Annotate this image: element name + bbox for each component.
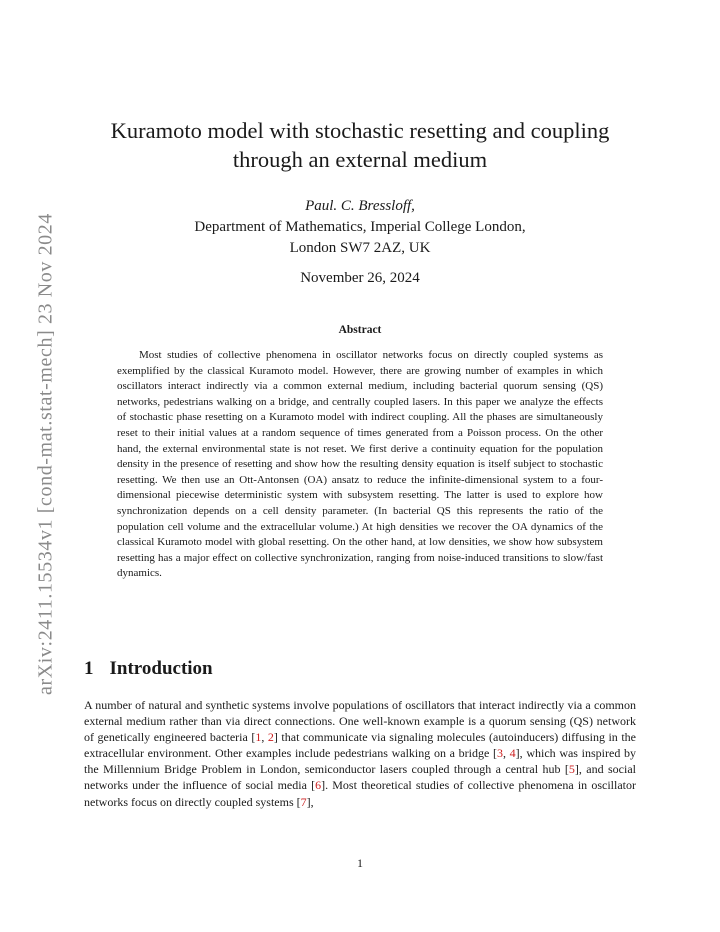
section-title: Introduction bbox=[109, 658, 213, 679]
citation-link-2[interactable]: 2 bbox=[267, 730, 274, 745]
intro-text-segment: ], which was inspired by the Millennium Bridge Problem in London, semiconductor lasers coupled through a central hub [ bbox=[84, 746, 636, 777]
page-number: 1 bbox=[357, 856, 363, 870]
abstract-heading: Abstract bbox=[338, 324, 382, 336]
intro-text-segment: ] that communicate via signaling molecules (autoinducers) diffusing in the extracellular environment. Other examples include pedestrians walking on a bridge [ bbox=[84, 730, 636, 761]
intro-text-segment: , bbox=[261, 730, 268, 745]
author-name: Paul. C. Bressloff, bbox=[305, 198, 415, 214]
paper-date: November 26, 2024 bbox=[300, 270, 420, 286]
intro-text bbox=[84, 697, 636, 810]
section-heading bbox=[84, 658, 213, 680]
intro-text-segment: A number of natural and synthetic systems involve populations of oscillators that interact indirectly via a common external medium rather than via direct connections. One well-known example is a quorum sensing (QS) network of genetically engineered bacteria [ bbox=[84, 698, 636, 745]
abstract-body bbox=[117, 348, 603, 582]
citation-link-1[interactable]: 1 bbox=[255, 730, 262, 745]
intro-text-segment: , bbox=[502, 746, 510, 761]
citation-link-3[interactable]: 3 bbox=[496, 746, 503, 761]
arxiv-identifier-stamp: arXiv:2411.15534v1 [cond-mat.stat-mech] 23 Nov 2024 bbox=[34, 213, 57, 695]
affiliation-line-2: London SW7 2AZ, UK bbox=[289, 240, 431, 256]
citation-link-5[interactable]: 5 bbox=[568, 762, 575, 777]
title-line-1: Kuramoto model with stochastic resetting and coupling bbox=[110, 118, 610, 143]
paper-title bbox=[0, 116, 720, 174]
citation-link-7[interactable]: 7 bbox=[300, 794, 307, 809]
intro-text-segment: ], bbox=[306, 794, 314, 809]
intro-text-segment: ]. Most theoretical studies of collective phenomena in oscillator networks focus on directly coupled systems [ bbox=[84, 778, 637, 809]
section-number: 1 bbox=[84, 658, 94, 679]
title-line-2: through an external medium bbox=[232, 147, 488, 172]
author-block bbox=[0, 196, 720, 259]
citation-link-6[interactable]: 6 bbox=[315, 778, 322, 793]
intro-text-segment: ], and social networks under the influence of social media [ bbox=[84, 762, 636, 793]
citation-link-4[interactable]: 4 bbox=[509, 746, 516, 761]
abstract-text: Most studies of collective phenomena in oscillator networks focus on directly coupled systems as exemplified by the classical Kuramoto model. However, there are growing number of examples in which oscillators interact indirectly via a common external medium, including bacterial quorum sensing (QS) networks, pedestrians walking on a bridge, and centrally coupled lasers. In this paper we analyze the effects of stochastic phase resetting on a Kuramoto model with indirect coupling. All the phases are simultaneously reset to their initial values at a random sequence of times generated from a Poisson process. On the other hand, the external environmental state is not reset. We first derive a continuity equation for the population density in the presence of resetting and show how the resulting density equation is itself subject to stochastic resetting. We then use an Ott-Antonsen (OA) ansatz to reduce the infinite-dimensional system to a four-dimensional piecewise deterministic system with subsystem resetting. The latter is used to explore how synchronization depends on a cell density parameter. (In bacterial QS this represents the ratio of the population cell volume and the extracellular volume.) At high densities we recover the OA dynamics of the classical Kuramoto model with global resetting. On the other hand, at low densities, we show how subsystem resetting has a major effect on collective synchronization, ranging from noise-induced transitions to slow/fast dynamics. bbox=[117, 349, 603, 580]
affiliation-line-1: Department of Mathematics, Imperial College London, bbox=[194, 219, 526, 235]
introduction-paragraph bbox=[84, 697, 636, 810]
